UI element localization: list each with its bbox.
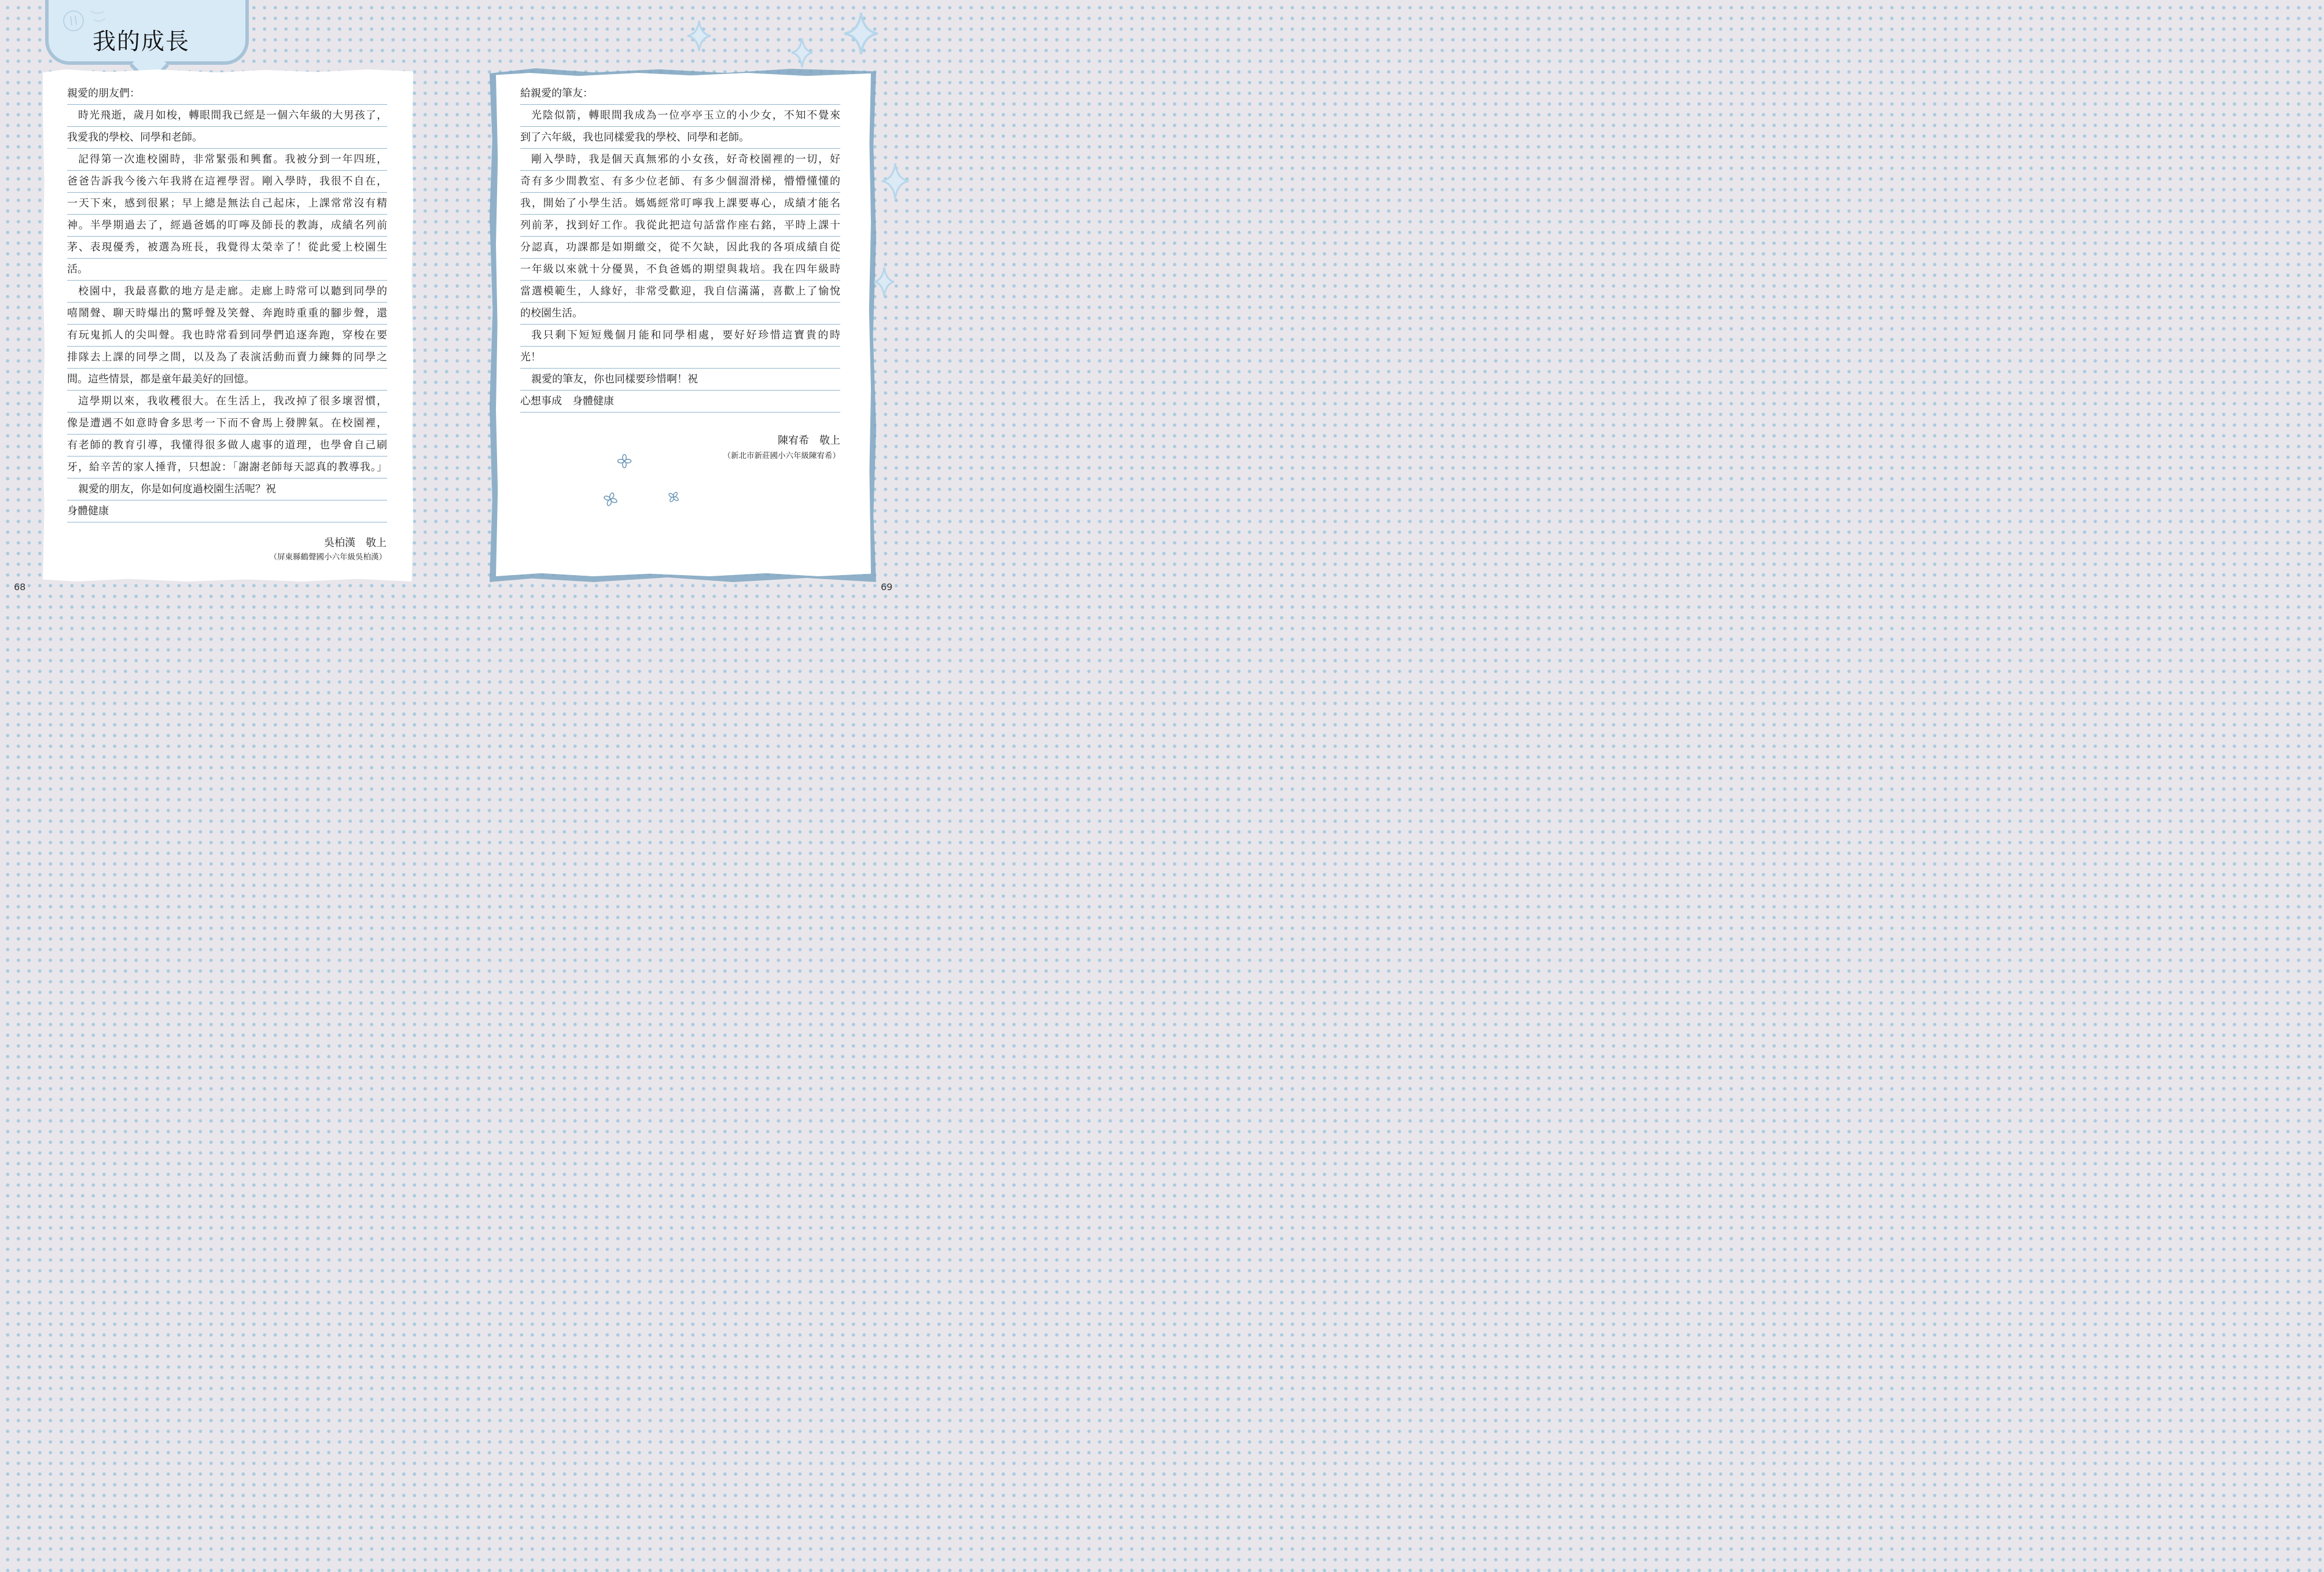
letter-line: 記得第一次進校園時，非常緊張和興奮。我被分到一年四班， xyxy=(67,149,387,171)
letter-line: 嘻鬧聲、聊天時爆出的驚呼聲及笑聲、奔跑時重重的腳步聲，還 xyxy=(67,303,387,325)
sparkle-star-icon xyxy=(881,162,910,200)
letter-line: 我愛我的學校、同學和老師。 xyxy=(67,127,387,149)
left-letter-body xyxy=(67,83,387,522)
page-title: 我的成長 xyxy=(93,28,190,55)
page-number-left: 68 xyxy=(14,581,26,592)
letter-line: 神。半學期過去了，經過爸媽的叮嚀及師長的教誨，成績名列前 xyxy=(67,215,387,237)
flower-icon xyxy=(603,492,618,507)
letter-line: 列前茅，找到好工作。我從此把這句話當作座右銘，平時上課十 xyxy=(520,215,840,237)
letter-line: 有老師的教育引導，我懂得很多做人處事的道理，也學會自己刷 xyxy=(67,435,387,456)
sparkle-star-icon xyxy=(790,37,814,68)
letter-line: 奇有多少間教室、有多少位老師、有多少個溜滑梯，懵懵懂懂的 xyxy=(520,171,840,193)
letter-line: 像是遭遇不如意時會多思考一下而不會馬上發脾氣。在校園裡， xyxy=(67,413,387,435)
letter-line: 牙，給辛苦的家人捶背，只想說：「謝謝老師每天認真的教導我。」 xyxy=(67,456,387,478)
letter-line: 有玩鬼抓人的尖叫聲。我也時常看到同學們追逐奔跑，穿梭在要 xyxy=(67,325,387,347)
letter-line: 光陰似箭，轉眼間我成為一位亭亭玉立的小少女，不知不覺來 xyxy=(520,105,840,127)
sparkle-star-icon xyxy=(843,12,880,56)
letter-line: 當選模範生，人緣好，非常受歡迎，我自信滿滿，喜歡上了愉悅 xyxy=(520,281,840,303)
letter-line: 到了六年級，我也同樣愛我的學校、同學和老師。 xyxy=(520,127,840,149)
right-letter-body xyxy=(520,83,840,413)
letter-line: 分認真，功課都是如期繳交，從不欠缺，因此我的各項成績自從 xyxy=(520,237,840,259)
letter-line: 親愛的朋友們： xyxy=(67,83,387,105)
letter-line: 排隊去上課的同學之間，以及為了表演活動而賣力練舞的同學之 xyxy=(67,347,387,369)
letter-line: 活。 xyxy=(67,259,387,281)
letter-line: 光！ xyxy=(520,347,840,369)
right-signature: 陳宥希 敬上 xyxy=(778,435,840,447)
letter-line: 校園中，我最喜歡的地方是走廊。走廊上時常可以聽到同學的 xyxy=(67,281,387,303)
letter-line: 給親愛的筆友： xyxy=(520,83,840,105)
page-number-right: 69 xyxy=(881,581,893,592)
letter-line: 的校園生活。 xyxy=(520,303,840,325)
letter-line: 一天下來，感到很累；早上總是無法自己起床，上課常常沒有精 xyxy=(67,193,387,215)
sparkle-star-icon xyxy=(686,20,712,52)
letter-line: 時光飛逝，歲月如梭，轉眼間我已經是一個六年級的大男孩了， xyxy=(67,105,387,127)
letter-line: 剛入學時，我是個天真無邪的小女孩，好奇校園裡的一切，好 xyxy=(520,149,840,171)
letter-line: 身體健康 xyxy=(67,500,387,522)
flower-icon xyxy=(617,454,632,469)
letter-line: 我只剩下短短幾個月能和同學相處，要好好珍惜這寶貴的時 xyxy=(520,325,840,347)
letter-line: 一年級以來就十分優異，不負爸媽的期望與栽培。我在四年級時 xyxy=(520,259,840,281)
letter-line: 我，開始了小學生活。媽媽經常叮嚀我上課要專心，成績才能名 xyxy=(520,193,840,215)
flower-icon xyxy=(667,491,680,503)
sparkle-star-icon xyxy=(873,266,896,297)
letter-line: 親愛的朋友，你是如何度過校園生活呢？祝 xyxy=(67,478,387,500)
letter-line: 親愛的筆友，你也同樣要珍惜啊！祝 xyxy=(520,369,840,391)
letter-line: 心想事成 身體健康 xyxy=(520,391,840,413)
left-author-note: （屏東縣鶴聲國小六年級吳柏漢） xyxy=(269,553,387,562)
letter-line: 茅、表現優秀，被選為班長，我覺得太榮幸了！從此愛上校園生 xyxy=(67,237,387,259)
letter-line: 這學期以來，我收穫很大。在生活上，我改掉了很多壞習慣， xyxy=(67,391,387,413)
left-signature: 吳柏漢 敬上 xyxy=(324,537,387,549)
right-author-note: （新北市新莊國小六年級陳宥希） xyxy=(723,451,840,461)
letter-line: 爸爸告訴我今後六年我將在這裡學習。剛入學時，我很不自在， xyxy=(67,171,387,193)
letter-line: 間。這些情景，都是童年最美好的回憶。 xyxy=(67,369,387,391)
